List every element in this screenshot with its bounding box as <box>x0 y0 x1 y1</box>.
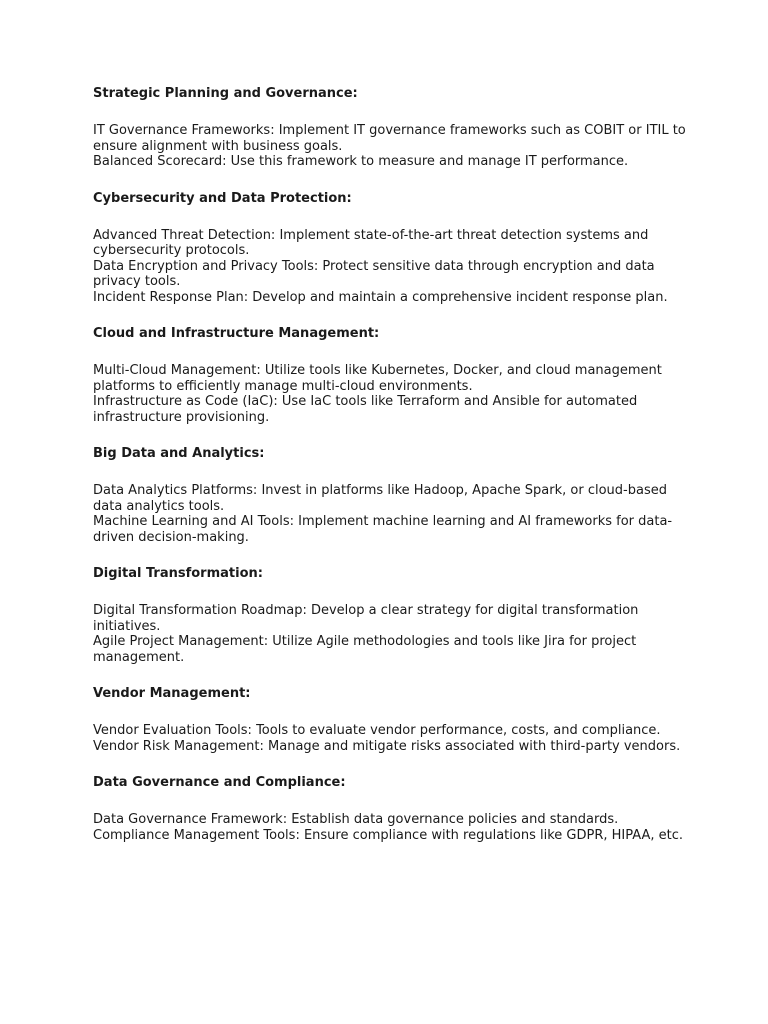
paragraph-item: Multi-Cloud Management: Utilize tools like Kubernetes, Docker, and cloud management platforms to efficiently manage multi-cloud environments. <box>93 363 662 394</box>
section-heading: Cloud and Infrastructure Management: <box>93 326 380 341</box>
section-heading: Strategic Planning and Governance: <box>93 86 358 101</box>
section-vendor-management <box>93 686 693 754</box>
section-heading: Data Governance and Compliance: <box>93 775 346 790</box>
paragraph-item: Data Governance Framework: Establish data governance policies and standards. <box>93 812 619 827</box>
section-data-governance <box>93 775 693 843</box>
section-strategic-planning <box>93 86 693 170</box>
paragraph-item: Digital Transformation Roadmap: Develop a clear strategy for digital transformation initiatives. <box>93 603 639 634</box>
paragraph-item: Vendor Evaluation Tools: Tools to evaluate vendor performance, costs, and compliance. <box>93 723 661 738</box>
section-cybersecurity <box>93 191 693 306</box>
section-digital-transformation <box>93 566 693 665</box>
paragraph-item: Data Encryption and Privacy Tools: Protect sensitive data through encryption and data privacy tools. <box>93 258 655 289</box>
paragraph-item: Incident Response Plan: Develop and maintain a comprehensive incident response plan. <box>93 289 668 305</box>
section-heading: Digital Transformation: <box>93 566 263 581</box>
paragraph-item: Balanced Scorecard: Use this framework to measure and manage IT performance. <box>93 154 629 169</box>
paragraph-item: IT Governance Frameworks: Implement IT governance frameworks such as COBIT or ITIL to ensure alignment with business goals. <box>93 123 686 154</box>
paragraph-item: Advanced Threat Detection: Implement state-of-the-art threat detection systems and cybersecurity protocols. <box>93 227 649 258</box>
document-page <box>93 86 693 864</box>
paragraph-item: Vendor Risk Management: Manage and mitigate risks associated with third-party vendors. <box>93 738 681 754</box>
section-heading: Big Data and Analytics: <box>93 446 265 461</box>
section-big-data <box>93 446 693 545</box>
paragraph-item: Compliance Management Tools: Ensure compliance with regulations like GDPR, HIPAA, etc. <box>93 827 684 843</box>
section-heading: Vendor Management: <box>93 686 251 701</box>
paragraph-item: Machine Learning and AI Tools: Implement machine learning and AI frameworks for data-driven decision-making. <box>93 514 673 545</box>
paragraph-item: Infrastructure as Code (IaC): Use IaC tools like Terraform and Ansible for automated infrastructure provisioning. <box>93 394 638 425</box>
paragraph-item: Agile Project Management: Utilize Agile methodologies and tools like Jira for project management. <box>93 634 637 665</box>
paragraph-item: Data Analytics Platforms: Invest in platforms like Hadoop, Apache Spark, or cloud-based data analytics tools. <box>93 483 667 514</box>
section-cloud-infrastructure <box>93 326 693 425</box>
section-heading: Cybersecurity and Data Protection: <box>93 190 352 206</box>
